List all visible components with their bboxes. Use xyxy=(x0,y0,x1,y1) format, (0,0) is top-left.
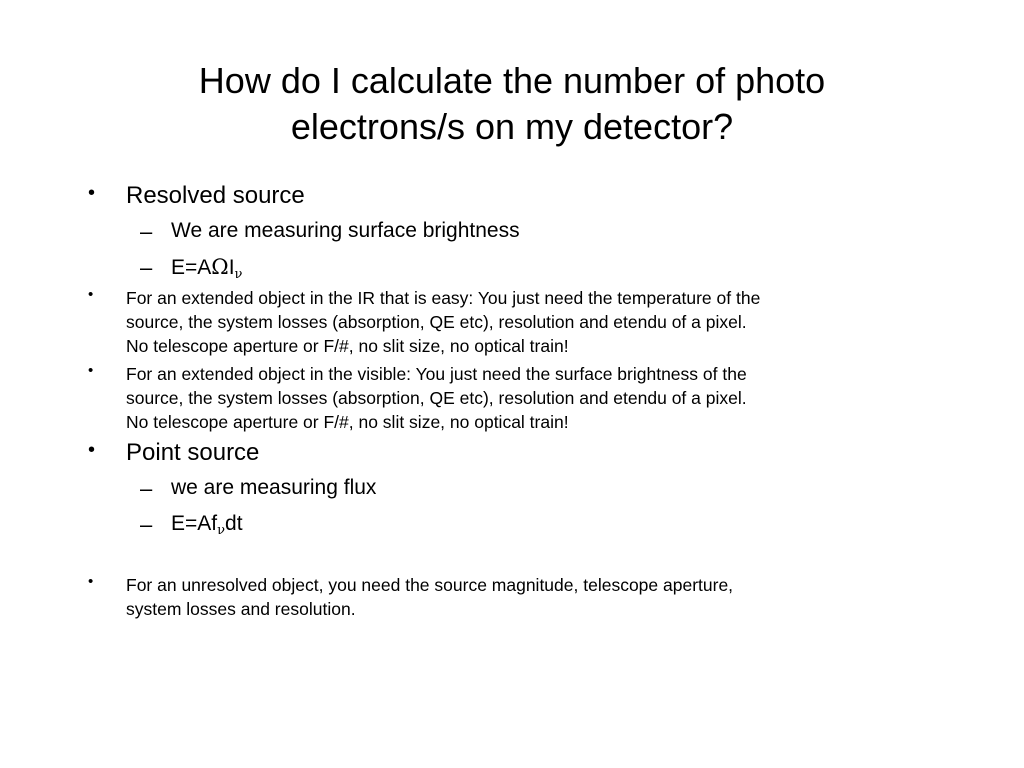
unresolved-note-line: system losses and resolution. xyxy=(126,599,356,619)
title-line-2: electrons/s on my detector? xyxy=(290,106,734,147)
visible-note-line: For an extended object in the visible: You just need the surface brightness of the xyxy=(126,364,747,384)
equation-resolved xyxy=(171,255,242,282)
visible-note-text xyxy=(126,362,966,434)
eq-part: E=Af xyxy=(171,512,218,535)
visible-note-line: No telescope aperture or F/#, no slit size, no optical train! xyxy=(126,412,569,432)
dash-icon: – xyxy=(140,512,153,537)
equation-point xyxy=(171,512,243,538)
eq-part: I xyxy=(228,256,235,279)
eq-part: dt xyxy=(225,512,243,535)
bullet-dot-icon: • xyxy=(88,182,96,204)
bullet-text: Point source xyxy=(126,439,260,466)
visible-note-line: source, the system losses (absorption, QE etc), resolution and etendu of a pixel. xyxy=(126,388,747,408)
dash-icon: – xyxy=(140,476,153,501)
dash-icon: – xyxy=(140,255,153,280)
omega-symbol: Ω xyxy=(211,255,229,279)
ir-note-line: For an extended object in the IR that is easy: You just need the temperature of the xyxy=(126,288,761,308)
bullet-dot-icon: • xyxy=(88,573,94,590)
sub-bullet-text: we are measuring flux xyxy=(171,476,377,499)
ir-note-text xyxy=(126,286,966,358)
ir-note-line: No telescope aperture or F/#, no slit size, no optical train! xyxy=(126,336,569,356)
dash-icon: – xyxy=(140,219,153,244)
bullet-dot-icon: • xyxy=(88,362,94,379)
unresolved-note-line: For an unresolved object, you need the source magnitude, telescope aperture, xyxy=(126,575,734,595)
ir-note-line: source, the system losses (absorption, QE etc), resolution and etendu of a pixel. xyxy=(126,312,747,332)
bullet-dot-icon: • xyxy=(88,439,96,461)
title-line-1: How do I calculate the number of photo xyxy=(198,60,826,101)
nu-subscript: ν xyxy=(234,267,243,282)
bullet-text: Resolved source xyxy=(126,182,305,209)
unresolved-note-text xyxy=(126,573,966,621)
eq-part: E=A xyxy=(171,256,212,279)
nu-subscript: ν xyxy=(217,523,226,538)
sub-bullet-text: We are measuring surface brightness xyxy=(171,219,520,242)
bullet-dot-icon: • xyxy=(88,286,94,303)
